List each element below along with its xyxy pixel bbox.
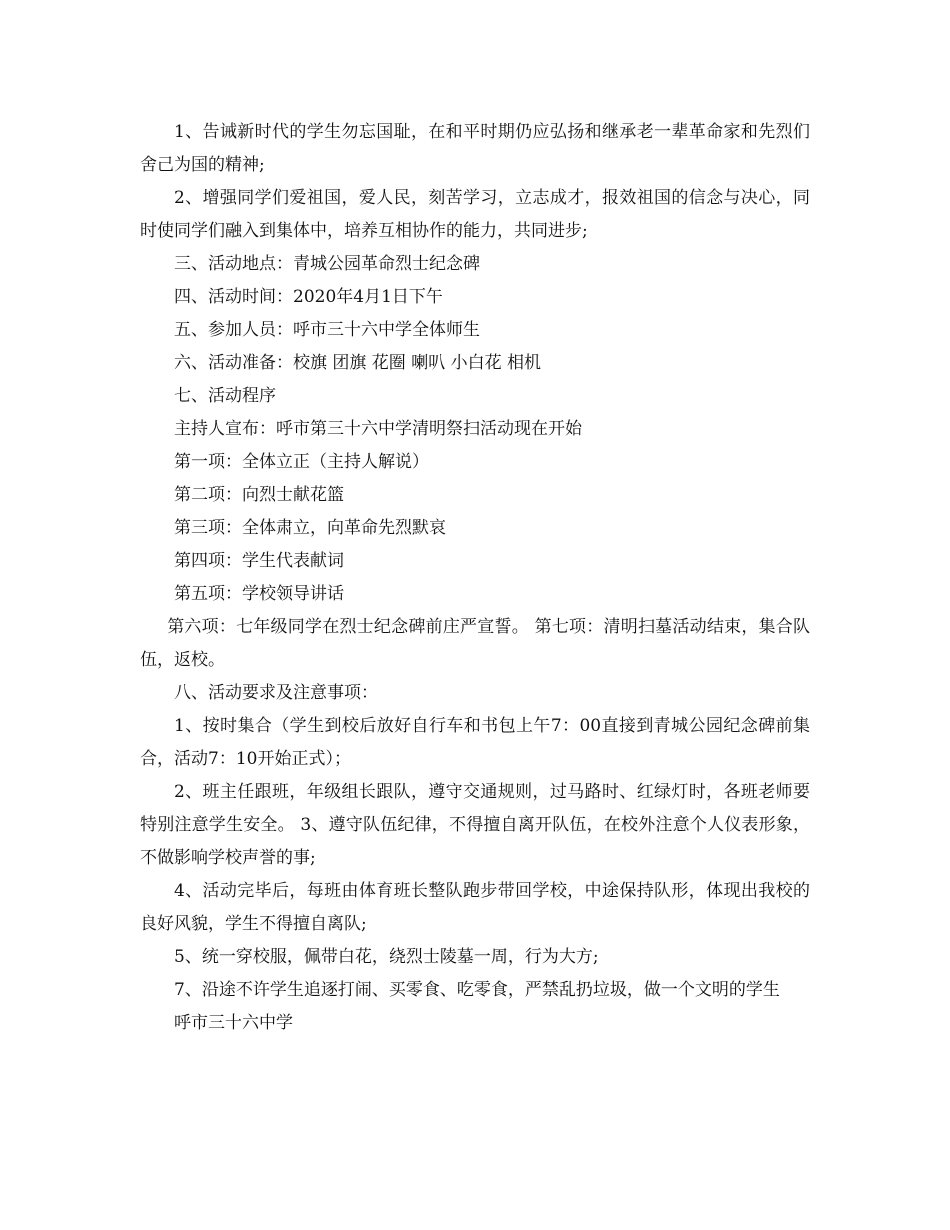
paragraph-procedure-heading: 七、活动程序 xyxy=(174,386,276,406)
paragraph-step-6-7: 第六项：七年级同学在烈士纪念碑前庄严宣誓。 第七项：清明扫墓活动结束，集合队伍，返校。 xyxy=(140,617,810,670)
paragraph-step-2: 第二项：向烈士献花篮 xyxy=(174,485,344,505)
paragraph-step-4: 第四项：学生代表献词 xyxy=(174,551,344,571)
paragraph-goal-2: 2、增强同学们爱祖国，爱人民，刻苦学习，立志成才，报效祖国的信念与决心，同时使同学们融入到集体中，培养互相协作的能力，共同进步; xyxy=(140,188,810,241)
document-body xyxy=(140,116,810,1040)
paragraph-location: 三、活动地点：青城公园革命烈士纪念碑 xyxy=(174,254,480,274)
paragraph-goal-1: 1、告诫新时代的学生勿忘国耻，在和平时期仍应弘扬和继承老一辈革命家和先烈们舍己为国的精神; xyxy=(140,122,810,175)
paragraph-time: 四、活动时间：2020年4月1日下午 xyxy=(174,287,443,307)
paragraph-preparation: 六、活动准备：校旗 团旗 花圈 喇叭 小白花 相机 xyxy=(174,353,542,373)
paragraph-participants: 五、参加人员：呼市三十六中学全体师生 xyxy=(174,320,480,340)
paragraph-step-3: 第三项：全体肃立，向革命先烈默哀 xyxy=(174,518,446,538)
paragraph-step-5: 第五项：学校领导讲话 xyxy=(174,584,344,604)
paragraph-requirement-5: 5、统一穿校服，佩带白花，绕烈士陵墓一周，行为大方; xyxy=(174,947,599,967)
paragraph-requirements-heading: 八、活动要求及注意事项： xyxy=(174,683,378,703)
paragraph-requirement-4: 4、活动完毕后，每班由体育班长整队跑步带回学校，中途保持队形，体现出我校的良好风貌，学生不得擅自离队; xyxy=(140,881,810,934)
paragraph-requirement-2-3: 2、班主任跟班，年级组长跟队，遵守交通规则，过马路时、红绿灯时，各班老师要特别注意学生安全。 3、遵守队伍纪律，不得擅自离开队伍，在校外注意个人仪表形象，不做影响学校声誉的事; xyxy=(140,782,810,868)
paragraph-host-announcement: 主持人宣布：呼市第三十六中学清明祭扫活动现在开始 xyxy=(174,419,582,439)
paragraph-step-1: 第一项：全体立正（主持人解说） xyxy=(174,452,429,472)
paragraph-signature: 呼市三十六中学 xyxy=(174,1013,293,1033)
paragraph-requirement-7: 7、沿途不许学生追逐打闹、买零食、吃零食，严禁乱扔垃圾，做一个文明的学生 xyxy=(174,980,780,1000)
paragraph-requirement-1: 1、按时集合（学生到校后放好自行车和书包上午7：00直接到青城公园纪念碑前集合，活动7：10开始正式）； xyxy=(140,716,810,769)
